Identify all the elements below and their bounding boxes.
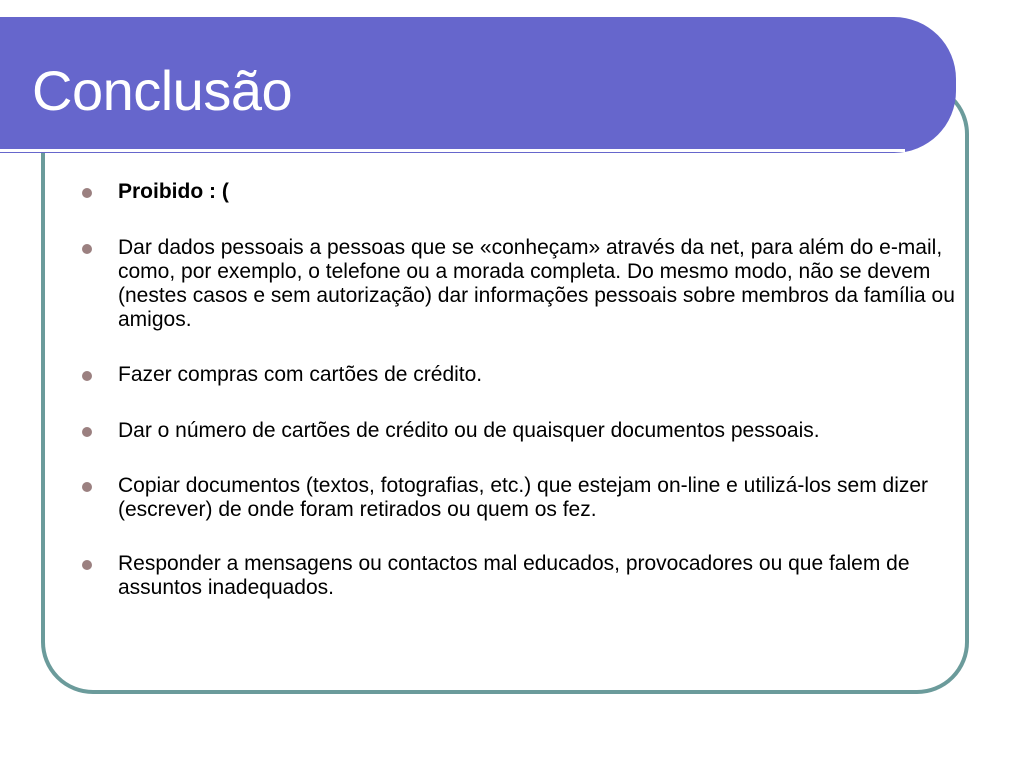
- bullet-text: Proibido : (: [118, 180, 229, 203]
- slide-title: Conclusão: [32, 59, 293, 122]
- bullet-dot-icon: [82, 244, 92, 254]
- title-bar: [0, 17, 956, 153]
- bullet-item: [78, 236, 958, 332]
- bullet-item: [78, 363, 958, 387]
- bullet-text: Fazer compras com cartões de crédito.: [118, 363, 483, 386]
- bullet-text: Responder a mensagens ou contactos mal educados, provocadores ou que falem de assuntos inadequados.: [118, 552, 910, 599]
- bullet-text: Dar dados pessoais a pessoas que se «conheçam» através da net, para além do e-mail, como, por exemplo, o telefone ou a morada completa. Do mesmo modo, não se devem (nestes casos e sem autorização) dar informações pessoais sobre membros da família ou amigos.: [118, 236, 955, 331]
- bullet-dot-icon: [82, 371, 92, 381]
- bullet-item: [78, 474, 958, 522]
- bullet-list: [78, 180, 958, 600]
- bullet-dot-icon: [82, 560, 92, 570]
- bullet-item: [78, 180, 958, 204]
- bullet-item: [78, 419, 958, 443]
- bullet-text: Dar o número de cartões de crédito ou de quaisquer documentos pessoais.: [118, 419, 820, 442]
- bullet-dot-icon: [82, 482, 92, 492]
- bullet-dot-icon: [82, 427, 92, 437]
- bullet-dot-icon: [82, 188, 92, 198]
- bullet-item: [78, 552, 958, 600]
- bullet-text: Copiar documentos (textos, fotografias, etc.) que estejam on-line e utilizá-los sem dizer (escrever) de onde foram retirados ou quem os fez.: [118, 474, 929, 521]
- title-underline: [0, 149, 905, 152]
